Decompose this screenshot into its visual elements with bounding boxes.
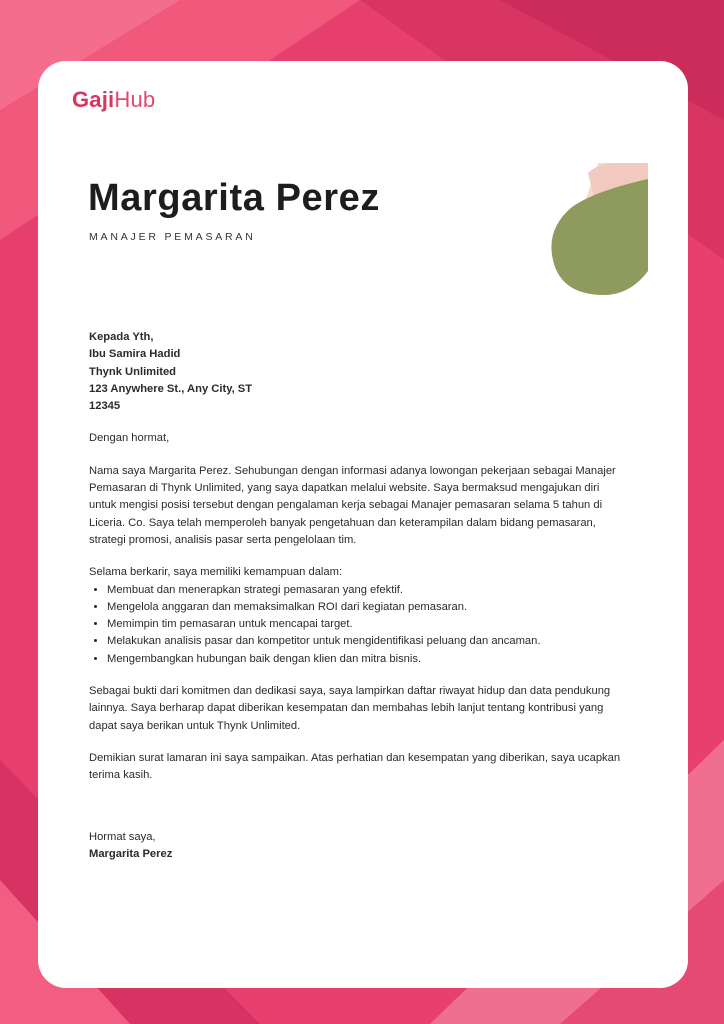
gajihub-logo[interactable]: GajiHub — [72, 87, 156, 112]
list-item: • Memimpin tim pemasaran untuk mencapai target. — [107, 616, 629, 633]
applicant-name: Margarita Perez — [88, 177, 381, 219]
recipient-line: Thynk Unlimited — [89, 365, 177, 378]
recipient-line: 12345 — [89, 400, 121, 413]
greeting: Dengan hormat, — [89, 432, 170, 445]
recipient-line: Ibu Samira Hadid — [89, 348, 181, 361]
list-item: • Melakukan analisis pasar dan kompetitor untuk mengidentifikasi peluang dan ancaman. — [107, 633, 629, 650]
sign-off: Hormat saya, — [89, 830, 156, 843]
list-item: • Membuat dan menerapkan strategi pemasaran yang efektif. — [107, 582, 629, 599]
recipient-line: 123 Anywhere St., Any City, ST — [89, 382, 253, 395]
skills-intro: Selama berkarir, saya memiliki kemampuan dalam: — [89, 566, 343, 579]
decorative-shape-icon — [538, 163, 648, 295]
skills-list — [89, 582, 629, 668]
list-item: • Mengembangkan hubungan baik dengan klien dan mitra bisnis. — [107, 651, 629, 668]
cover-letter-card — [38, 61, 688, 988]
recipient-line: Kepada Yth, — [89, 331, 154, 343]
evidence-paragraph: Sebagai bukti dari komitmen dan dedikasi saya, saya lampirkan daftar riwayat hidup dan data pendukung lainnya. Saya berharap dapat diberikan kesempatan dan membahas lebih lanjut tentang kontribusi yang dapat saya berikan untuk Thynk Unlimited. — [89, 685, 611, 732]
letter-body — [89, 329, 629, 863]
list-item: • Mengelola anggaran dan memaksimalkan ROI dari kegiatan pemasaran. — [107, 599, 629, 616]
applicant-job-title: MANAJER PEMASARAN — [89, 231, 256, 243]
signature-block — [89, 829, 629, 864]
signature-name: Margarita Perez — [89, 847, 173, 860]
recipient-address — [89, 329, 629, 415]
intro-paragraph: Nama saya Margarita Perez. Sehubungan dengan informasi adanya lowongan pekerjaan sebagai Manajer Pemasaran di Thynk Unlimited, yang saya dapatkan melalui website. Saya bermaksud mengajukan diri untuk mengisi posisi tersebut dengan pengalaman kerja sebagai Manajer pemasaran selama 5 tahun di Liceria. Co. Saya telah memperoleh banyak pengetahuan dan keterampilan dalam bidang pemasaran, strategi promosi, analisis pasar serta pengelolaan tim. — [89, 464, 616, 546]
closing-paragraph: Demikian surat lamaran ini saya sampaikan. Atas perhatian dan kesempatan yang diberikan, saya ucapkan terima kasih. — [89, 751, 621, 782]
